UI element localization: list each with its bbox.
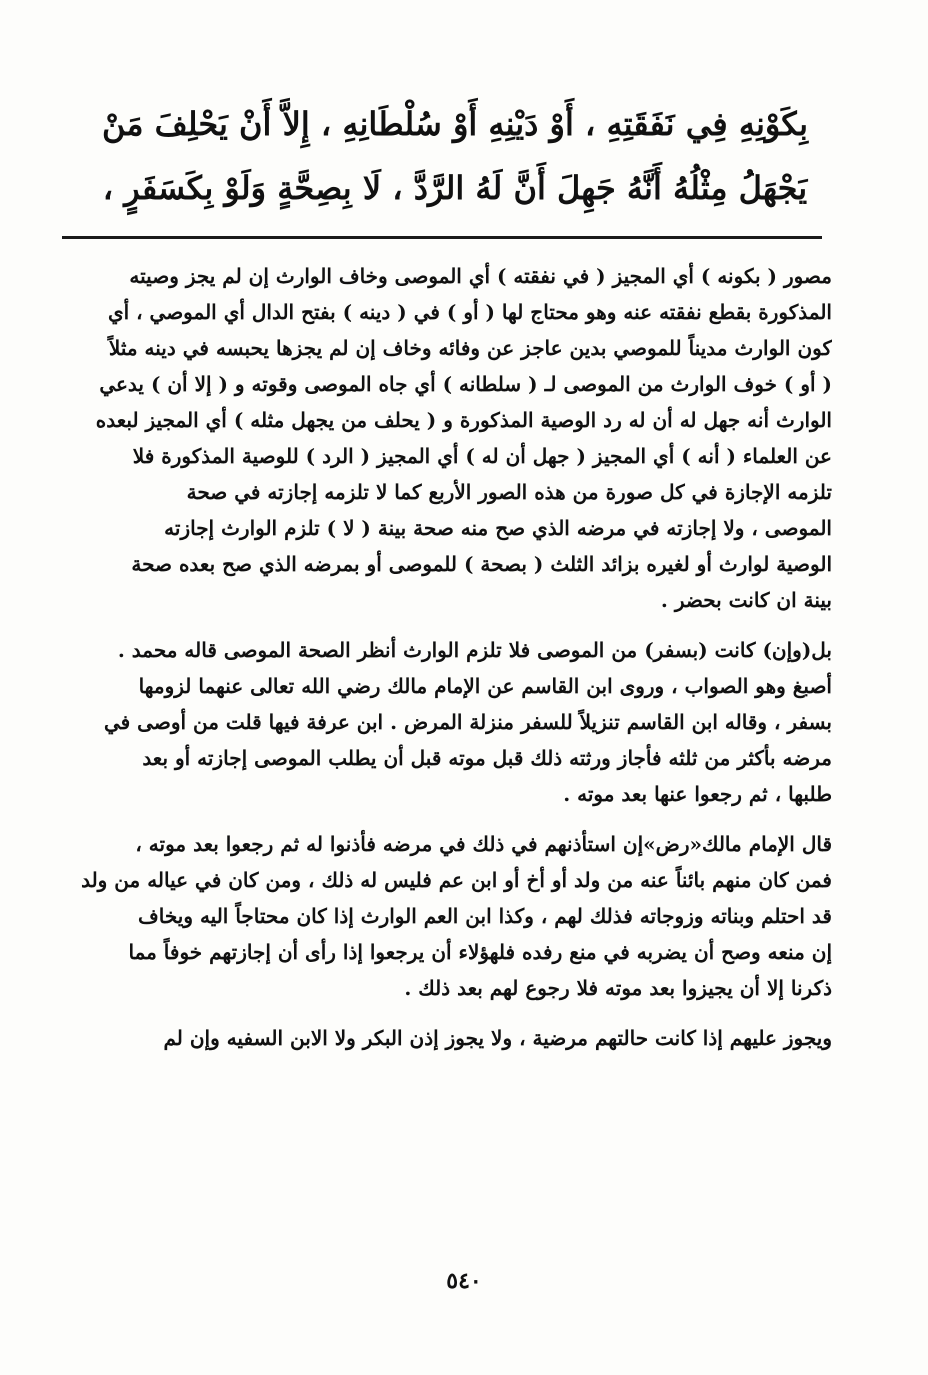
section-divider — [62, 236, 822, 239]
matn-text-block — [70, 92, 840, 220]
text-line: الوارث أنه جهل له أن له رد الوصية المذكورة و ( يحلف من يجهل مثله ) أي المجيز لبعده — [95, 408, 832, 432]
matn-line-2: يَجْهَلُ مِثْلُهُ أَنَّهُ جَهِلَ أَنَّ لَهُ الرَّدَّ ، لَا بِصِحَّةٍ وَلَوْ بِكَسَفَرٍ ، — [102, 169, 808, 207]
text-line: مصور ( بكونه ) أي المجيز ( في نفقته ) أي الموصى وخاف الوارث إن لم يجز وصيته — [129, 264, 832, 288]
matn-line-1: بِكَوْنِهِ فِي نَفَقَتِهِ ، أَوْ دَيْنِهِ أَوْ سُلْطَانِهِ ، إِلاَّ أَنْ يَحْلِفَ مَنْ — [101, 105, 808, 143]
text-line: بسفر ، وقاله ابن القاسم تنزيلاً للسفر منزلة المرض . ابن عرفة فيها قلت من أوصى في — [103, 710, 832, 734]
text-line: فمن كان منهم بائناً عنه من ولد أو أخ أو ابن عم فليس له ذلك ، ومن كان في عياله من ولد — [81, 868, 832, 892]
commentary-paragraph-4 — [62, 1020, 832, 1056]
text-line: قد احتلم وبناته وزوجاته فذلك لهم ، وكذا ابن العم الوارث إذا كان محتاجاً اليه ويخاف — [138, 904, 832, 928]
commentary-text-block — [62, 258, 832, 1056]
text-line: ذكرنا إلا أن يجيزوا بعد موته فلا رجوع لهم بعد ذلك . — [404, 976, 832, 1000]
paragraph-gap — [62, 618, 832, 632]
paragraph-gap — [62, 812, 832, 826]
text-line: إن منعه وصح أن يضربه في منع رفده فلهؤلاء أن يرجعوا إذا رأى أن إجازتهم خوفاً مما — [128, 940, 832, 964]
commentary-paragraph-3 — [62, 826, 832, 1006]
text-line: ويجوز عليهم إذا كانت حالتهم مرضية ، ولا يجوز إذن البكر ولا الابن السفيه وإن لم — [163, 1026, 832, 1050]
text-line: طلبها ، ثم رجعوا عنها بعد موته . — [563, 782, 832, 806]
text-line: قال الإمام مالك«رض»إن استأذنهم في ذلك في مرضه فأذنوا له ثم رجعوا بعد موته ، — [135, 832, 832, 856]
commentary-paragraph-2 — [62, 632, 832, 812]
text-line: الوصية لوارث أو لغيره بزائد الثلث ( بصحة ) للموصى أو بمرضه الذي صح بعده صحة — [131, 552, 832, 576]
text-line: بل(وإن) كانت (بسفر) من الموصى فلا تلزم الوارث أنظر الصحة الموصى قاله محمد . — [117, 638, 832, 662]
text-line: كون الوارث مديناً للموصي بدين عاجز عن وفائه وخاف إن لم يجزها يحبسه في دينه مثلاً — [108, 336, 832, 360]
text-line: الموصى ، ولا إجازته في مرضه الذي صح منه صحة بينة ( لا ) تلزم الوارث إجازته — [164, 516, 832, 540]
text-line: تلزمه الإجازة في كل صورة من هذه الصور الأربع كما لا تلزمه إجازته في صحة — [186, 480, 832, 504]
page-number: ٥٤٠ — [446, 1268, 482, 1294]
text-line: ( أو ) خوف الوارث من الموصى لـ ( سلطانه ) أي جاه الموصى وقوته و ( إلا أن ) يدعي — [99, 372, 832, 396]
text-line: مرضه بأكثر من ثلثه فأجاز ورثته ذلك قبل موته قبل أن يطلب الموصى إجازته أو بعد — [142, 746, 832, 770]
commentary-paragraph-1 — [62, 258, 832, 618]
text-line: بينة ان كانت بحضر . — [660, 588, 832, 612]
paragraph-gap — [62, 1006, 832, 1020]
text-line: عن العلماء ( أنه ) أي المجيز ( جهل أن له ) أي المجيز ( الرد ) للوصية المذكورة فلا — [132, 444, 832, 468]
text-line: أصبغ وهو الصواب ، وروى ابن القاسم عن الإمام مالك رضي الله تعالى عنهما لزومها — [138, 674, 832, 698]
text-line: المذكورة بقطع نفقته عنه وهو محتاج لها ( أو ) في ( دينه ) بفتح الدال أي الموصي ، أي — [107, 300, 832, 324]
